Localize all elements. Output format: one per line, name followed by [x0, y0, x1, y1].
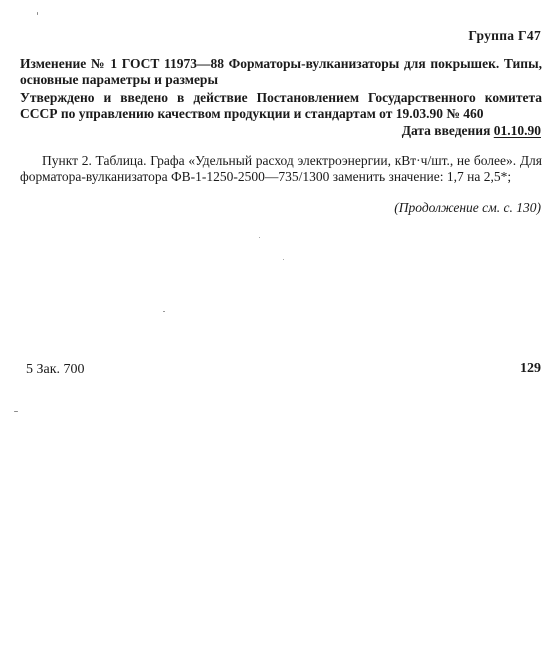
- scan-speck: [37, 12, 38, 15]
- scan-speck: [283, 259, 284, 260]
- scan-speck: [259, 237, 260, 238]
- page-number: 129: [520, 361, 541, 376]
- effective-date-label: Дата введения: [401, 123, 491, 138]
- continuation-note: (Продолжение см. с. 130): [394, 200, 541, 215]
- effective-date-line: [402, 123, 541, 139]
- scan-speck: [14, 411, 18, 412]
- amendment-body-text: Пункт 2. Таблица. Графа «Удельный расход электроэнергии, кВт·ч/шт., не более». Для форматора-вулканизатора ФВ-1-1250-2500—735/1300 заменить значение: 1,7 на 2,5*;: [20, 153, 542, 184]
- effective-date-value: 01.10.90: [493, 123, 541, 138]
- amendment-title: Изменение № 1 ГОСТ 11973—88 Форматоры-вулканизаторы для покрышек. Типы, основные параметры и размеры: [20, 56, 542, 87]
- scan-speck: [163, 311, 165, 312]
- order-number: 5 Зак. 700: [26, 362, 85, 377]
- approval-statement: Утверждено и введено в действие Постановлением Государственного комитета СССР по управлению качеством продукции и стандартам от 19.03.90 № 460: [20, 90, 542, 121]
- group-label: Группа Г47: [468, 28, 541, 43]
